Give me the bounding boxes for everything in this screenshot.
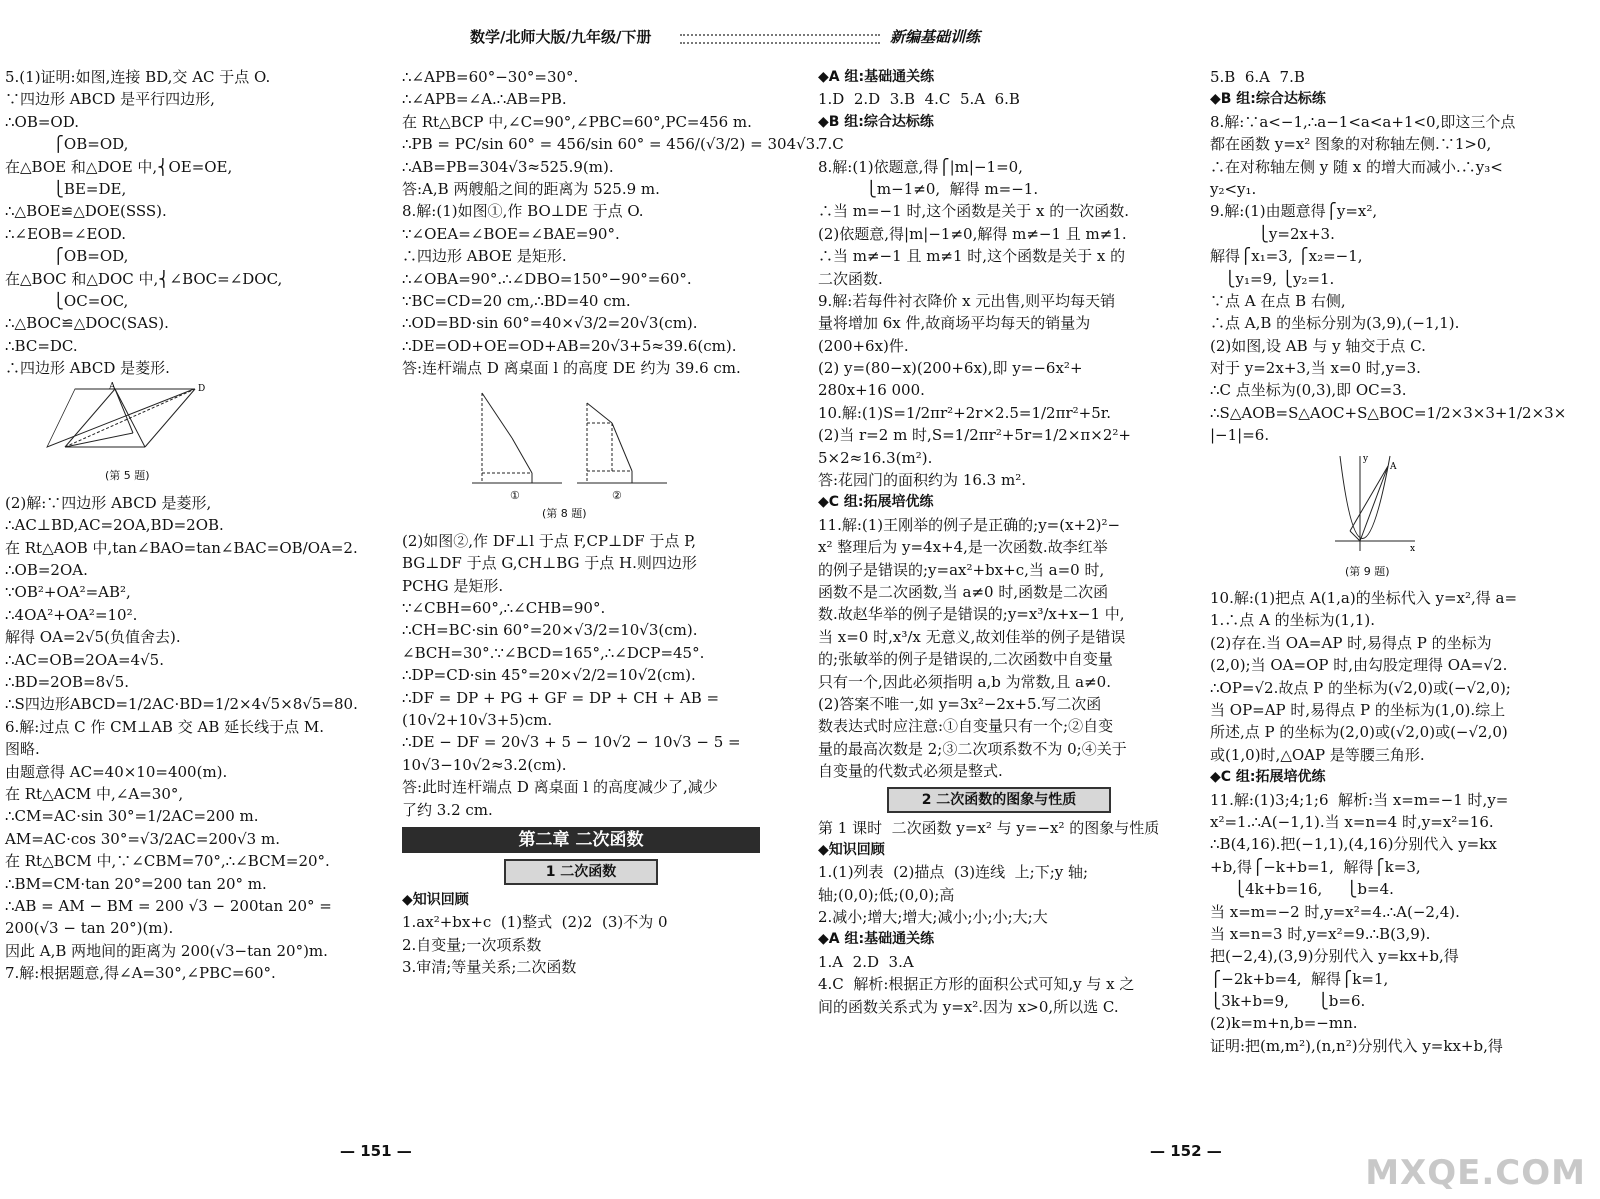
page-number-right: — 152 — bbox=[1150, 1142, 1222, 1160]
text-line: 当 OP=AP 时,易得点 P 的坐标为(1,0).综上 bbox=[1210, 701, 1506, 719]
text-line: 在 Rt△BCP 中,∠C=90°,∠PBC=60°,PC=456 m. bbox=[402, 112, 752, 131]
text-line: ∴∠EOB=∠EOD. bbox=[5, 224, 127, 243]
text-line: ⎩m−1≠0, 解得 m=−1. bbox=[818, 179, 1039, 198]
text-line: ◆C 组:拓展培优练 bbox=[1210, 769, 1326, 786]
text-line: 答:连杆端点 D 离桌面 l 的高度 DE 约为 39.6 cm. bbox=[402, 359, 741, 378]
text-line: AM=AC·cos 30°=√3/2AC=200√3 m. bbox=[5, 829, 280, 848]
text-line: 量的最高次数是 2;③二次项系数不为 0;④关于 bbox=[818, 739, 1127, 758]
text-line: ∵四边形 ABCD 是平行四边形, bbox=[5, 90, 215, 109]
col2-lines-a bbox=[402, 66, 820, 379]
text-line: ⎩OC=OC, bbox=[5, 291, 129, 310]
text-line: 5.B 6.A 7.B bbox=[1210, 68, 1305, 86]
text-line: 8.解:(1)依题意,得⎧|m|−1=0, bbox=[818, 157, 1023, 176]
col2-lines-c bbox=[402, 889, 760, 979]
text-line: 10.解:(1)S=1/2πr²+2r×2.5=1/2πr²+5r. bbox=[818, 403, 1112, 422]
text-line: 8.解:∵a<−1,∴a−1<a<a+1<0,即这三个点 bbox=[1210, 112, 1516, 131]
text-line: ◆A 组:基础通关练 bbox=[818, 931, 935, 948]
text-line: ⎩BE=DE, bbox=[5, 179, 127, 198]
text-line: 证明:把(m,m²),(n,n²)分别代入 y=kx+b,得 bbox=[1210, 1036, 1503, 1055]
text-line: 5×2≈16.3(m²). bbox=[818, 448, 933, 467]
text-line: 解得 OA=2√5(负值舍去). bbox=[5, 628, 181, 647]
text-line: ∴在对称轴左侧 y 随 x 的增大而减小.∴y₃< bbox=[1210, 157, 1503, 176]
text-line: (200+6x)件. bbox=[818, 336, 909, 355]
text-line: 10√3−10√2≈3.2(cm). bbox=[402, 755, 567, 774]
text-line: (2)存在.当 OA=AP 时,易得点 P 的坐标为 bbox=[1210, 633, 1492, 652]
figure-8-diagram bbox=[472, 383, 672, 503]
page-number-left: — 151 — bbox=[340, 1142, 412, 1160]
header-divider bbox=[680, 34, 880, 44]
fig8-sub1: ① bbox=[510, 489, 520, 503]
text-line: PCHG 是矩形. bbox=[402, 576, 504, 595]
text-line: y₂<y₁. bbox=[1210, 179, 1257, 198]
text-line: 280x+16 000. bbox=[818, 381, 925, 400]
text-line: x²=1.∴A(−1,1).当 x=n=4 时,y=x²=16. bbox=[1210, 812, 1494, 831]
text-line: 6.解:过点 C 作 CM⊥AB 交 AB 延长线于点 M. bbox=[5, 717, 325, 736]
text-line: ∴DE − DF = 20√3 + 5 − 10√2 − 10√3 − 5 = bbox=[402, 733, 741, 752]
text-line: |−1|=6. bbox=[1210, 426, 1270, 445]
text-line: ∴DE=OD+OE=OD+AB=20√3+5≈39.6(cm). bbox=[402, 336, 737, 355]
text-line: ∴PB = PC/sin 60° = 456/sin 60° = 456/(√3/2) = 304√3. bbox=[402, 135, 820, 154]
fig8-sub2: ② bbox=[612, 489, 622, 503]
text-line: 因此 A,B 两地间的距离为 200(√3−tan 20°)m. bbox=[5, 941, 328, 960]
column-4 bbox=[1210, 66, 1590, 1057]
text-line: 都在函数 y=x² 图象的对称轴左侧.∵1>0, bbox=[1210, 135, 1492, 154]
text-line: ∵BC=CD=20 cm,∴BD=40 cm. bbox=[402, 291, 631, 310]
text-line: ∴DF = DP + PG + GF = DP + CH + AB = bbox=[402, 688, 720, 707]
text-line: ◆C 组:拓展培优练 bbox=[818, 494, 934, 511]
text-line: ∴BD=2OB=8√5. bbox=[5, 673, 130, 691]
text-line: ∴∠APB=∠A.∴AB=PB. bbox=[402, 90, 567, 109]
figure-8 bbox=[472, 383, 760, 525]
header-left: 数学/北师大版/九年级/下册 bbox=[470, 28, 652, 46]
text-line: 只有一个,因此必须指明 a,b 为常数,且 a≠0. bbox=[818, 672, 1111, 691]
text-line: (2)如图,设 AB 与 y 轴交于点 C. bbox=[1210, 336, 1426, 355]
column-1 bbox=[5, 66, 371, 984]
column-2 bbox=[402, 66, 820, 979]
text-line: ∵点 A 在点 B 右侧, bbox=[1210, 291, 1346, 310]
col1-lines-b bbox=[5, 492, 371, 985]
text-line: 的;张敏举的例子是错误的,二次函数中自变量 bbox=[818, 650, 1113, 669]
text-line: ∴CM=AC·sin 30°=1/2AC=200 m. bbox=[5, 807, 259, 826]
figure-8-caption: (第 8 题) bbox=[542, 507, 587, 521]
col3-lines-a bbox=[818, 66, 1180, 783]
text-line: ◆B 组:综合达标练 bbox=[818, 113, 934, 130]
text-line: (2)解:∵四边形 ABCD 是菱形, bbox=[5, 493, 212, 512]
text-line: ∴OD=BD·sin 60°=40×√3/2=20√3(cm). bbox=[402, 314, 698, 333]
section-2-title: 2 二次函数的图象与性质 bbox=[887, 787, 1111, 813]
text-line: 当 x=0 时,x³/x 无意义,故刘佳举的例子是错误 bbox=[818, 627, 1126, 646]
text-line: ∴OP=√2.故点 P 的坐标为(√2,0)或(−√2,0); bbox=[1210, 678, 1511, 697]
text-line: ∴BC=DC. bbox=[5, 336, 78, 355]
text-line: ∴∠APB=60°−30°=30°. bbox=[402, 68, 579, 86]
text-line: 11.解:(1)王刚举的例子是正确的;y=(x+2)²− bbox=[818, 515, 1121, 534]
text-line: ⎧OB=OD, bbox=[5, 247, 129, 266]
text-line: 在 Rt△BCM 中,∵∠CBM=70°,∴∠BCM=20°. bbox=[5, 852, 330, 871]
text-line: (2)依题意,得|m|−1≠0,解得 m≠−1 且 m≠1. bbox=[818, 224, 1127, 243]
text-line: ∴AC=OB=2OA=4√5. bbox=[5, 650, 164, 669]
text-line: 在△BOC 和△DOC 中,⎨∠BOC=∠DOC, bbox=[5, 269, 283, 288]
text-line: ◆B 组:综合达标练 bbox=[1210, 91, 1326, 108]
text-line: ∴AB=PB=304√3≈525.9(m). bbox=[402, 157, 614, 176]
text-line: ∴4OA²+OA²=10². bbox=[5, 605, 138, 624]
text-line: 1.(1)列表 (2)描点 (3)连线 上;下;y 轴; bbox=[818, 863, 1089, 882]
text-line: 答:此时连杆端点 D 离桌面 l 的高度减少了,减少 bbox=[402, 778, 718, 797]
text-line: (2)k=m+n,b=−mn. bbox=[1210, 1014, 1358, 1033]
text-line: ∴OB=OD. bbox=[5, 112, 79, 131]
text-line: ∴B(4,16).把(−1,1),(4,16)分别代入 y=kx bbox=[1210, 835, 1497, 854]
figure-9 bbox=[1330, 451, 1590, 583]
text-line: 答:花园门的面积约为 16.3 m². bbox=[818, 471, 1026, 490]
text-line: 数表达式时应注意:①自变量只有一个;②自变 bbox=[818, 717, 1114, 736]
text-line: 在 Rt△ACM 中,∠A=30°, bbox=[5, 784, 184, 803]
text-line: 间的函数关系式为 y=x².因为 x>0,所以选 C. bbox=[818, 997, 1119, 1016]
text-line: 在△BOE 和△DOE 中,⎨OE=OE, bbox=[5, 157, 233, 176]
text-line: ∴四边形 ABCD 是菱形. bbox=[5, 359, 170, 378]
text-line: 由题意得 AC=40×10=400(m). bbox=[5, 762, 228, 781]
text-line: +b,得⎧−k+b=1, 解得⎧k=3, bbox=[1210, 857, 1421, 876]
text-line: 自变量的代数式必须是整式. bbox=[818, 762, 1003, 781]
text-line: ∴AB = AM − BM = 200 √3 − 200tan 20° = bbox=[5, 896, 332, 915]
text-line: ⎩4k+b=16, ⎩b=4. bbox=[1210, 880, 1394, 899]
text-line: 3.审清;等量关系;二次函数 bbox=[402, 958, 577, 977]
text-line: 当 x=n=3 时,y=x²=9.∴B(3,9). bbox=[1210, 924, 1431, 943]
text-line: ∴四边形 ABOE 是矩形. bbox=[402, 247, 567, 266]
text-line: 7.C bbox=[818, 135, 844, 154]
text-line: ◆知识回顾 bbox=[402, 891, 469, 908]
text-line: ⎩y₁=9, ⎩y₂=1. bbox=[1210, 269, 1335, 288]
text-line: 2.自变量;一次项系数 bbox=[402, 935, 542, 954]
text-line: 图略. bbox=[5, 740, 40, 759]
text-line: ∴△BOE≌△DOE(SSS). bbox=[5, 202, 167, 221]
figure-5-diagram bbox=[5, 382, 206, 465]
text-line: 2.减小;增大;增大;减小;小;小;大;大 bbox=[818, 908, 1048, 927]
text-line: 轴;(0,0);低;(0,0);高 bbox=[818, 885, 955, 904]
text-line: 4.C 解析:根据正方形的面积公式可知,y 与 x 之 bbox=[818, 975, 1135, 994]
text-line: (2)答案不唯一,如 y=3x²−2x+5.写二次函 bbox=[818, 694, 1102, 713]
text-line: ∵OB²+OA²=AB², bbox=[5, 583, 131, 602]
text-line: 解得⎧x₁=3, ⎧x₂=−1, bbox=[1210, 247, 1363, 266]
page-header bbox=[470, 22, 990, 48]
text-line: 函数不是二次函数,当 a≠0 时,函数是二次函 bbox=[818, 582, 1109, 601]
text-line: 1.A 2.D 3.A bbox=[818, 952, 914, 971]
text-line: 在 Rt△AOB 中,tan∠BAO=tan∠BAC=OB/OA=2. bbox=[5, 538, 358, 557]
text-line: 量将增加 6x 件,故商场平均每天的销量为 bbox=[818, 314, 1091, 333]
text-line: 第 1 课时 二次函数 y=x² 与 y=−x² 的图象与性质 bbox=[818, 818, 1160, 837]
header-right: 新编基础训练 bbox=[890, 28, 981, 46]
text-line: 5.(1)证明:如图,连接 BD,交 AC 于点 O. bbox=[5, 68, 271, 86]
text-line: 了约 3.2 cm. bbox=[402, 800, 493, 819]
text-line: ∴当 m≠−1 且 m≠1 时,这个函数是关于 x 的 bbox=[818, 247, 1126, 266]
text-line: ∴DP=CD·sin 45°=20×√2/2=10√2(cm). bbox=[402, 666, 696, 685]
fig5-label: D bbox=[198, 384, 206, 395]
text-line: 10.解:(1)把点 A(1,a)的坐标代入 y=x²,得 a= bbox=[1210, 589, 1518, 608]
text-line: ◆知识回顾 bbox=[818, 841, 885, 858]
text-line: 9.解:(1)由题意得⎧y=x², bbox=[1210, 202, 1378, 221]
fig9-label: y bbox=[1363, 453, 1369, 464]
text-line: ∴BM=CM·tan 20°=200 tan 20° m. bbox=[5, 874, 267, 893]
figure-5-caption: (第 5 题) bbox=[105, 469, 150, 483]
text-line: 8.解:(1)如图①,作 BO⊥DE 于点 O. bbox=[402, 202, 644, 221]
text-line: 把(−2,4),(3,9)分别代入 y=kx+b,得 bbox=[1210, 947, 1459, 966]
text-line: ⎧OB=OD, bbox=[5, 135, 129, 154]
text-line: 7.解:根据题意,得∠A=30°,∠PBC=60°. bbox=[5, 964, 276, 983]
text-line: 200(√3 − tan 20°)(m). bbox=[5, 919, 174, 938]
text-line: 1.ax²+bx+c (1)整式 (2)2 (3)不为 0 bbox=[402, 913, 668, 932]
text-line: ∴点 A,B 的坐标分别为(3,9),(−1,1). bbox=[1210, 314, 1460, 333]
text-line: 所述,点 P 的坐标为(2,0)或(√2,0)或(−√2,0) bbox=[1210, 723, 1508, 742]
text-line: (2) y=(80−x)(200+6x),即 y=−6x²+ bbox=[818, 359, 1083, 378]
column-3 bbox=[818, 66, 1180, 1018]
col2-lines-b bbox=[402, 530, 760, 821]
fig9-label: x bbox=[1410, 543, 1416, 554]
text-line: (10√2+10√3+5)cm. bbox=[402, 711, 553, 729]
text-line: ⎧−2k+b=4, 解得⎧k=1, bbox=[1210, 969, 1389, 988]
text-line: ∴∠OBA=90°.∴∠DBO=150°−90°=60°. bbox=[402, 269, 692, 288]
text-line: ∴△BOC≌△DOC(SAS). bbox=[5, 314, 169, 333]
text-line: ∵∠CBH=60°,∴∠CHB=90°. bbox=[402, 599, 606, 618]
col4-lines-b bbox=[1210, 587, 1590, 1057]
col3-lines-b bbox=[818, 817, 1180, 1019]
text-line: ∴当 m=−1 时,这个函数是关于 x 的一次函数. bbox=[818, 202, 1129, 221]
fig9-label: A bbox=[1390, 461, 1397, 472]
text-line: ◆A 组:基础通关练 bbox=[818, 69, 935, 85]
text-line: 11.解:(1)3;4;1;6 解析:当 x=m=−1 时,y= bbox=[1210, 790, 1509, 809]
text-line: 数.故赵华举的例子是错误的;y=x³/x+x−1 中, bbox=[818, 605, 1125, 624]
text-line: 对于 y=2x+3,当 x=0 时,y=3. bbox=[1210, 359, 1421, 378]
text-line: ∴CH=BC·sin 60°=20×√3/2=10√3(cm). bbox=[402, 621, 698, 640]
text-line: x² 整理后为 y=4x+4,是一次函数.故李红举 bbox=[818, 538, 1108, 557]
col4-lines-a bbox=[1210, 66, 1590, 447]
text-line: ⎩y=2x+3. bbox=[1210, 224, 1335, 243]
watermark: MXQE.COM bbox=[1365, 1153, 1586, 1193]
text-line: (2)当 r=2 m 时,S=1/2πr²+5r=1/2×π×2²+ bbox=[818, 426, 1131, 445]
text-line: ∴AC⊥BD,AC=2OA,BD=2OB. bbox=[5, 516, 224, 535]
section-1-title: 1 二次函数 bbox=[504, 859, 658, 885]
chapter-title: 第二章 二次函数 bbox=[402, 827, 760, 853]
text-line: ∴S△AOB=S△AOC+S△BOC=1/2×3×3+1/2×3× bbox=[1210, 403, 1567, 422]
figure-9-diagram bbox=[1330, 451, 1420, 561]
text-line: (2,0);当 OA=OP 时,由勾股定理得 OA=√2. bbox=[1210, 656, 1508, 675]
text-line: 二次函数. bbox=[818, 269, 883, 288]
text-line: 答:A,B 两艘船之间的距离为 525.9 m. bbox=[402, 179, 660, 198]
text-line: ∴S四边形ABCD=1/2AC·BD=1/2×4√5×8√5=80. bbox=[5, 695, 358, 714]
text-line: 的例子是错误的;y=ax²+bx+c,当 a=0 时, bbox=[818, 560, 1105, 579]
text-line: ⎩3k+b=9, ⎩b=6. bbox=[1210, 992, 1366, 1011]
text-line: 1.∴点 A 的坐标为(1,1). bbox=[1210, 611, 1376, 630]
figure-5 bbox=[5, 383, 371, 487]
text-line: ∵∠OEA=∠BOE=∠BAE=90°. bbox=[402, 224, 620, 243]
text-line: (2)如图②,作 DF⊥l 于点 F,CP⊥DF 于点 P, bbox=[402, 531, 696, 550]
text-line: 1.D 2.D 3.B 4.C 5.A 6.B bbox=[818, 90, 1020, 109]
text-line: 或(1,0)时,△OAP 是等腰三角形. bbox=[1210, 745, 1425, 764]
text-line: 当 x=m=−2 时,y=x²=4.∴A(−2,4). bbox=[1210, 902, 1460, 921]
text-line: ∴C 点坐标为(0,3),即 OC=3. bbox=[1210, 381, 1407, 400]
text-line: ∠BCH=30°.∵∠BCD=165°,∴∠DCP=45°. bbox=[402, 643, 705, 662]
figure-9-caption: (第 9 题) bbox=[1345, 564, 1390, 578]
text-line: ∴OB=2OA. bbox=[5, 561, 88, 580]
text-line: BG⊥DF 于点 G,CH⊥BG 于点 H.则四边形 bbox=[402, 554, 697, 573]
text-line: 9.解:若每件衬衣降价 x 元出售,则平均每天销 bbox=[818, 291, 1116, 310]
col1-lines-a bbox=[5, 66, 371, 379]
fig5-label: A bbox=[109, 382, 116, 393]
